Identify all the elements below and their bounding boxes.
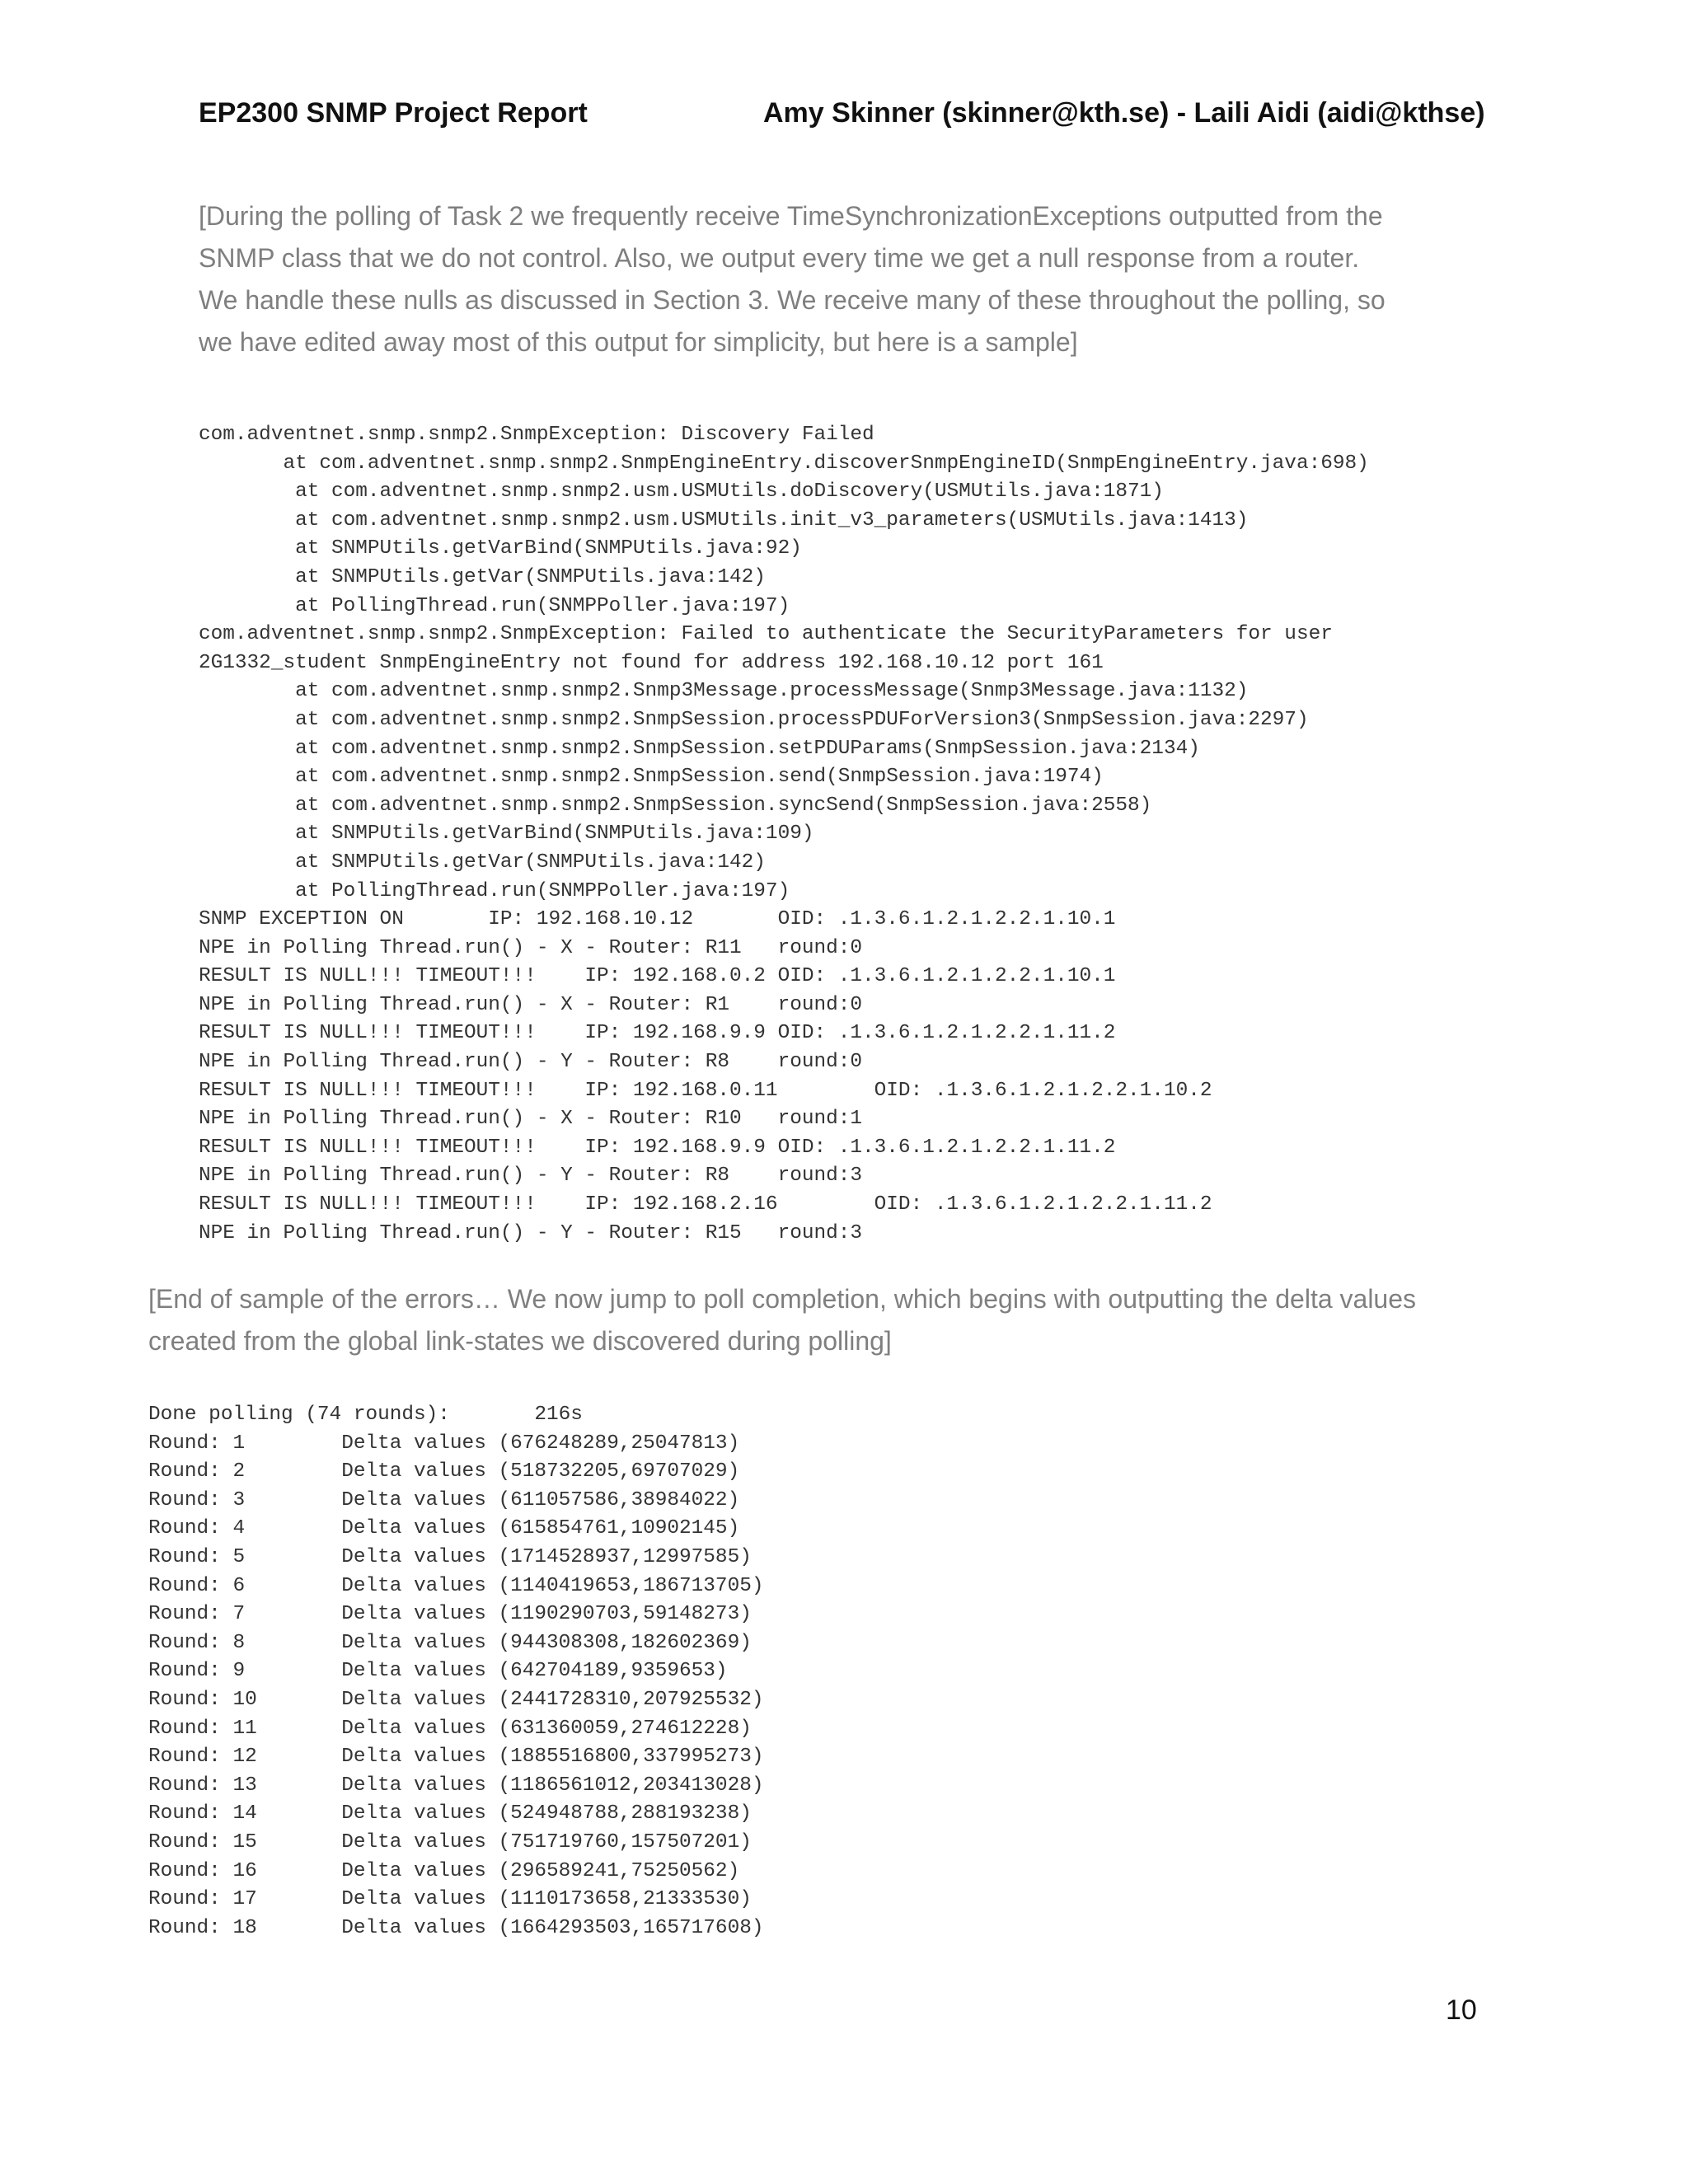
log-line: at PollingThread.run(SNMPPoller.java:197): [199, 594, 790, 617]
log-line: Done polling (74 rounds): 216s: [148, 1404, 583, 1426]
log-line: Round: 18 Delta values (1664293503,165717608): [148, 1916, 764, 1939]
note-line: We handle these nulls as discussed in Section 3. We receive many of these throughout the polling, so: [199, 285, 1386, 315]
log-line: Round: 5 Delta values (1714528937,12997585): [148, 1545, 752, 1568]
log-line: Round: 6 Delta values (1140419653,186713705): [148, 1574, 764, 1597]
log-line: NPE in Polling Thread.run() - Y - Router: R8 round:0: [199, 1051, 863, 1074]
log-line: Round: 9 Delta values (642704189,9359653): [148, 1660, 728, 1683]
log-line: Round: 14 Delta values (524948788,288193238): [148, 1802, 752, 1825]
log-line: 2G1332_student SnmpEngineEntry not found for address 192.168.10.12 port 161: [199, 651, 1104, 674]
note-line: [During the polling of Task 2 we frequently receive TimeSynchronizationExceptions outputted from the: [199, 201, 1383, 231]
log-line: NPE in Polling Thread.run() - X - Router: R1 round:0: [199, 993, 863, 1016]
log-line: at com.adventnet.snmp.snmp2.Snmp3Message.processMessage(Snmp3Message.java:1132): [199, 680, 1249, 703]
log-line: com.adventnet.snmp.snmp2.SnmpException: Discovery Failed: [199, 424, 874, 446]
log-line: Round: 2 Delta values (518732205,69707029): [148, 1460, 740, 1483]
log-line: RESULT IS NULL!!! TIMEOUT!!! IP: 192.168.0.2 OID: .1.3.6.1.2.1.2.2.1.10.1: [199, 965, 1116, 988]
log-line: at com.adventnet.snmp.snmp2.SnmpEngineEntry.discoverSnmpEngineID(SnmpEngineEntry.java:698): [199, 452, 1369, 475]
log-line: com.adventnet.snmp.snmp2.SnmpException: Failed to authenticate the SecurityParameters for user: [199, 623, 1333, 646]
log-line: at com.adventnet.snmp.snmp2.SnmpSession.setPDUParams(SnmpSession.java:2134): [199, 737, 1200, 760]
log-line: Round: 3 Delta values (611057586,38984022): [148, 1488, 740, 1511]
log-line: SNMP EXCEPTION ON IP: 192.168.10.12 OID: .1.3.6.1.2.1.2.2.1.10.1: [199, 908, 1116, 931]
log-line: at SNMPUtils.getVar(SNMPUtils.java:142): [199, 851, 766, 874]
log-line: Round: 15 Delta values (751719760,157507201): [148, 1830, 752, 1854]
log-line: NPE in Polling Thread.run() - X - Router: R10 round:1: [199, 1108, 863, 1131]
log-line: Round: 16 Delta values (296589241,75250562): [148, 1859, 740, 1882]
log-line: at com.adventnet.snmp.snmp2.usm.USMUtils.doDiscovery(USMUtils.java:1871): [199, 480, 1164, 504]
log-line: Round: 13 Delta values (1186561012,203413028): [148, 1774, 764, 1797]
log-line: RESULT IS NULL!!! TIMEOUT!!! IP: 192.168.9.9 OID: .1.3.6.1.2.1.2.2.1.11.2: [199, 1136, 1116, 1159]
log-line: Round: 10 Delta values (2441728310,207925532): [148, 1688, 764, 1711]
log-line: Round: 17 Delta values (1110173658,21333530): [148, 1888, 752, 1911]
note-line: [End of sample of the errors… We now jump to poll completion, which begins with outputting the delta values: [148, 1284, 1417, 1314]
note-line: we have edited away most of this output for simplicity, but here is a sample]: [199, 327, 1078, 357]
report-authors: Amy Skinner (skinner@kth.se) - Laili Aidi (aidi@kthse): [763, 97, 1485, 129]
log-line: at SNMPUtils.getVarBind(SNMPUtils.java:109): [199, 823, 814, 846]
log-line: at com.adventnet.snmp.snmp2.SnmpSession.send(SnmpSession.java:1974): [199, 766, 1104, 789]
log-line: Round: 7 Delta values (1190290703,59148273): [148, 1603, 752, 1626]
log-line: at com.adventnet.snmp.snmp2.SnmpSession.syncSend(SnmpSession.java:2558): [199, 794, 1152, 817]
log-line: RESULT IS NULL!!! TIMEOUT!!! IP: 192.168.0.11 OID: .1.3.6.1.2.1.2.2.1.10.2: [199, 1079, 1212, 1102]
log-line: at SNMPUtils.getVarBind(SNMPUtils.java:92): [199, 537, 802, 560]
error-log-sample: [199, 421, 1369, 1248]
log-line: Round: 11 Delta values (631360059,274612228): [148, 1717, 752, 1740]
log-line: Round: 1 Delta values (676248289,25047813): [148, 1432, 740, 1455]
log-line: NPE in Polling Thread.run() - Y - Router: R15 round:3: [199, 1221, 863, 1244]
log-line: at com.adventnet.snmp.snmp2.SnmpSession.processPDUForVersion3(SnmpSession.java:2297): [199, 708, 1309, 731]
delta-values-log: [148, 1401, 763, 1943]
log-line: RESULT IS NULL!!! TIMEOUT!!! IP: 192.168.2.16 OID: .1.3.6.1.2.1.2.2.1.11.2: [199, 1193, 1212, 1216]
log-line: at SNMPUtils.getVar(SNMPUtils.java:142): [199, 565, 766, 588]
end-of-sample-note: [148, 1278, 1517, 1362]
note-line: created from the global link-states we discovered during polling]: [148, 1326, 892, 1356]
task2-polling-note: [199, 195, 1517, 363]
log-line: Round: 12 Delta values (1885516800,337995273): [148, 1746, 764, 1769]
log-line: NPE in Polling Thread.run() - X - Router: R11 round:0: [199, 936, 863, 959]
log-line: at com.adventnet.snmp.snmp2.usm.USMUtils.init_v3_parameters(USMUtils.java:1413): [199, 509, 1249, 532]
report-title: EP2300 SNMP Project Report: [199, 97, 588, 129]
page-number: 10: [1446, 1994, 1477, 2026]
log-line: at PollingThread.run(SNMPPoller.java:197): [199, 879, 790, 902]
note-line: SNMP class that we do not control. Also, we output every time we get a null response from a router.: [199, 243, 1360, 273]
log-line: RESULT IS NULL!!! TIMEOUT!!! IP: 192.168.9.9 OID: .1.3.6.1.2.1.2.2.1.11.2: [199, 1022, 1116, 1045]
log-line: Round: 4 Delta values (615854761,10902145): [148, 1517, 740, 1540]
log-line: Round: 8 Delta values (944308308,182602369): [148, 1631, 752, 1654]
log-line: NPE in Polling Thread.run() - Y - Router: R8 round:3: [199, 1165, 863, 1188]
